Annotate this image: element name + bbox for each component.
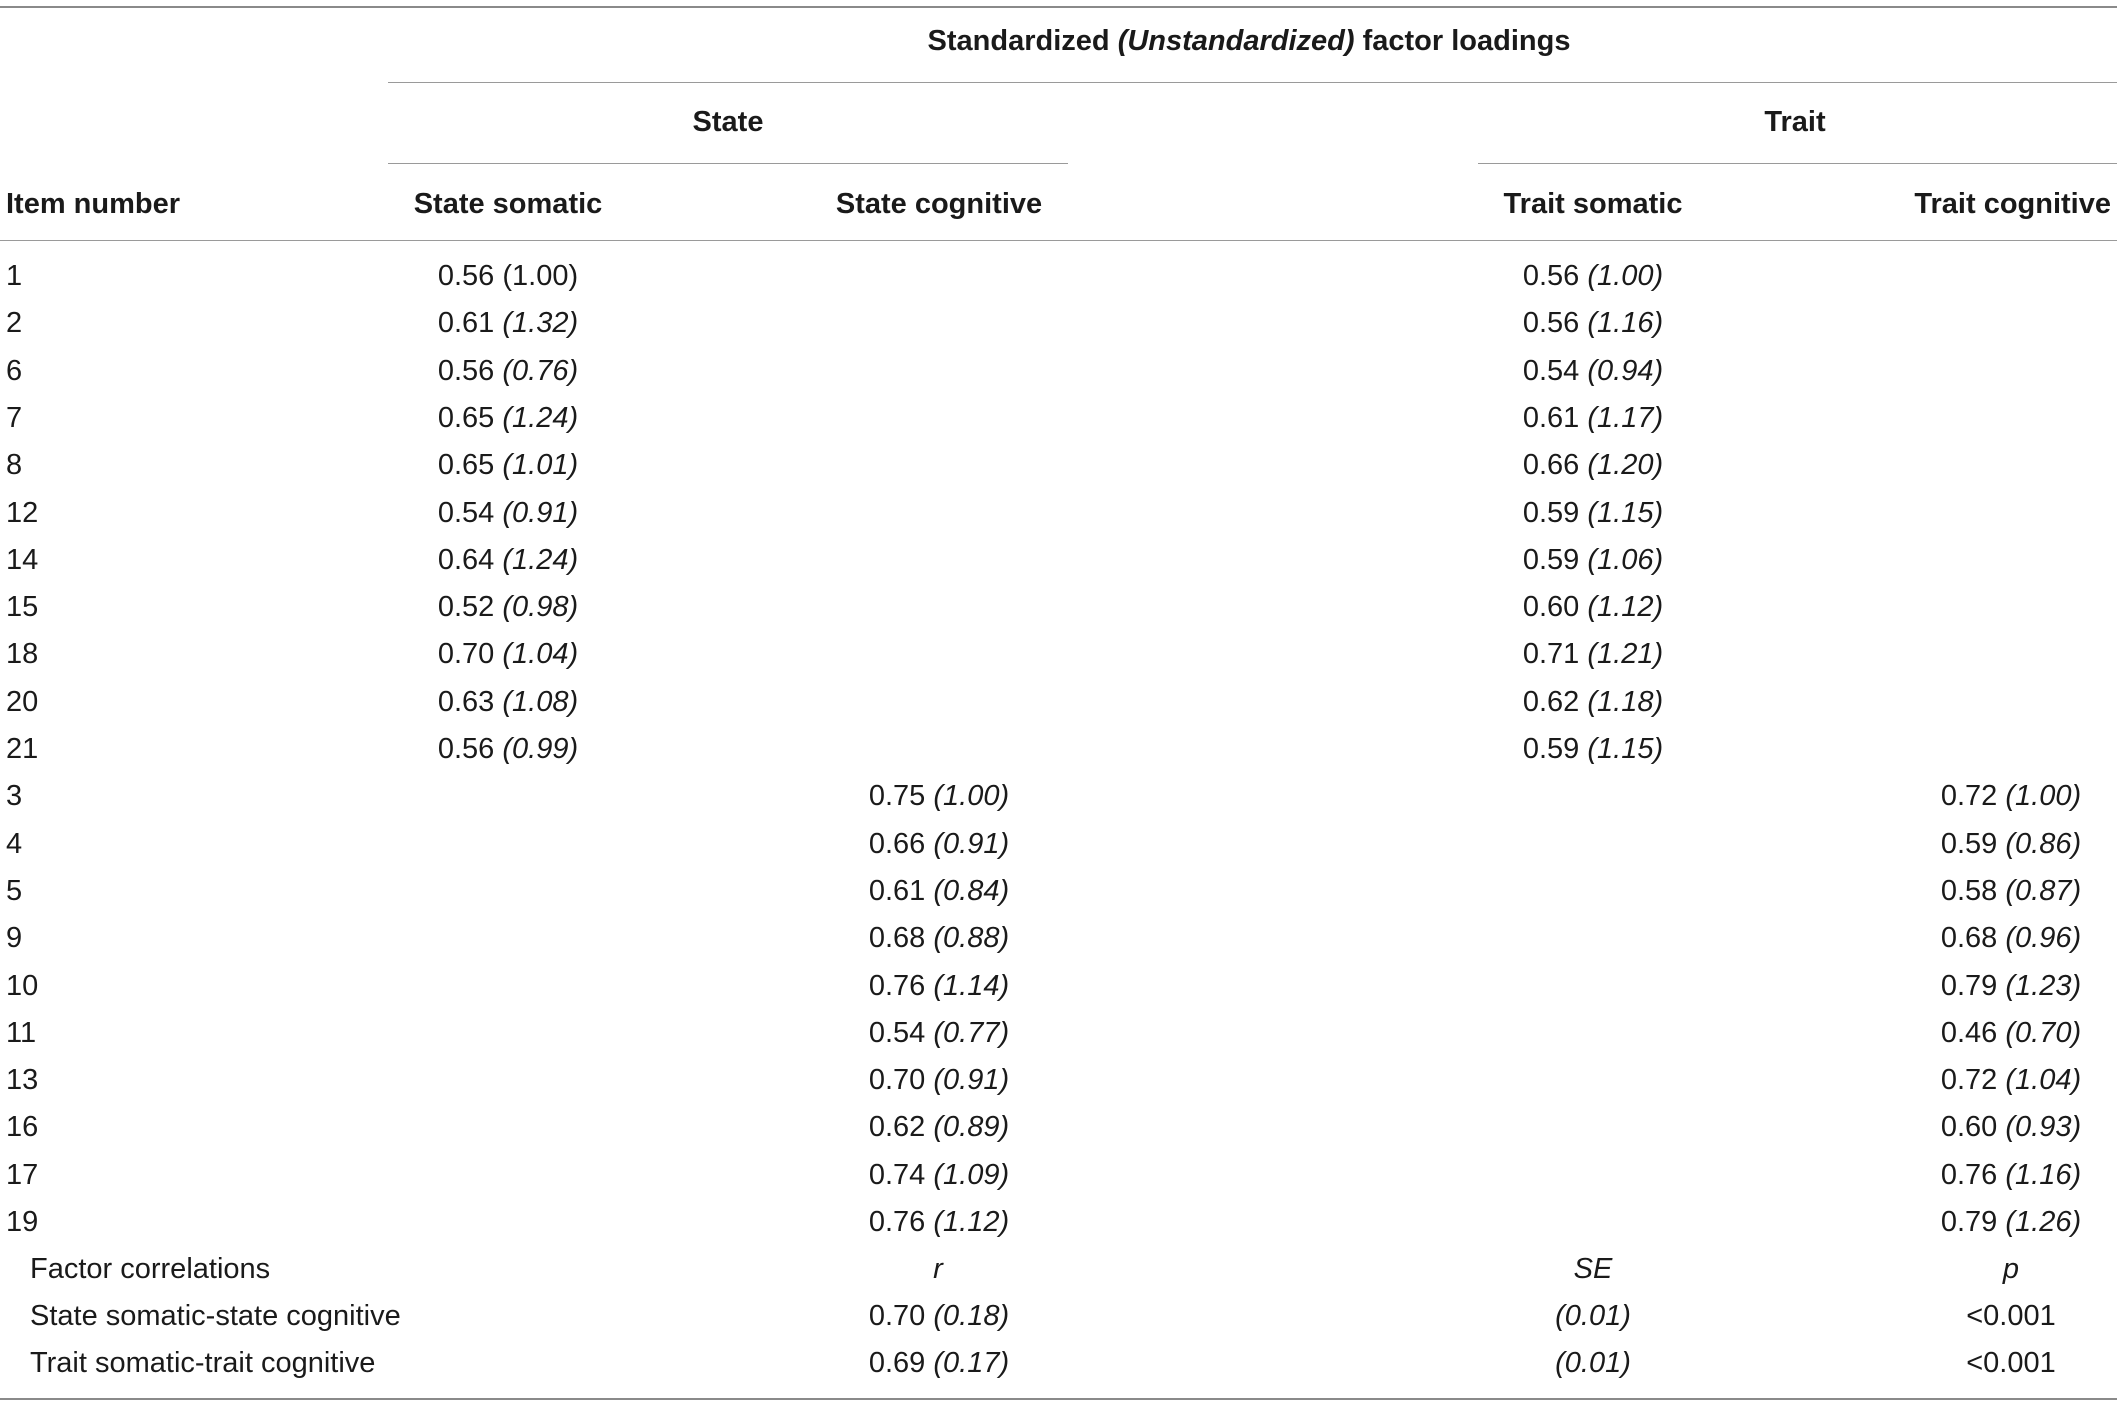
item-number-cell: [6, 496, 38, 530]
trait-somatic-cell: [1523, 732, 1663, 766]
trait-somatic-std: 0.60: [1522, 591, 1580, 623]
super-title-bold-2: factor loadings: [1362, 25, 1571, 57]
trait-cognitive-std: 0.46: [1940, 1017, 1998, 1049]
item-number: 19: [6, 1206, 39, 1238]
state-cognitive-cell: [869, 1063, 1009, 1097]
state-somatic-std: 0.54: [437, 497, 495, 529]
item-number: 16: [6, 1111, 39, 1143]
trait-somatic-std: 0.61: [1522, 402, 1580, 434]
state-cognitive-cell: [869, 969, 1009, 1003]
item-number: 5: [6, 875, 23, 907]
item-number-cell: [6, 448, 22, 482]
state-somatic-cell: [438, 448, 578, 482]
item-number-cell: [6, 1110, 38, 1144]
col-header-trait-somatic: Trait somatic: [1503, 188, 1683, 220]
trait-cognitive-unstd: (0.96): [2005, 922, 2082, 954]
trait-cognitive-cell: [1941, 1205, 2081, 1239]
trait-cognitive-unstd: (1.04): [2005, 1064, 2082, 1096]
trait-somatic-cell: [1523, 306, 1663, 340]
trait-cognitive-std: 0.79: [1940, 1206, 1998, 1238]
trait-cognitive-std: 0.68: [1940, 922, 1998, 954]
state-somatic-cell: [438, 543, 578, 577]
item-number: 7: [6, 402, 23, 434]
correlation-label-cell: [30, 1299, 401, 1333]
trait-cognitive-unstd: (1.16): [2005, 1159, 2082, 1191]
item-number: 15: [6, 591, 39, 623]
trait-cognitive-std: 0.72: [1940, 780, 1998, 812]
state-cognitive-cell: [869, 827, 1009, 861]
trait-cognitive-unstd: (0.70): [2005, 1017, 2082, 1049]
trait-cognitive-std: 0.58: [1940, 875, 1998, 907]
correlation-p: <0.001: [1966, 1347, 2056, 1379]
item-number: 11: [6, 1017, 37, 1049]
state-somatic-unstd: (0.91): [502, 497, 579, 529]
top-rule: [0, 6, 2117, 8]
super-title-bold-1: Standardized: [927, 25, 1110, 57]
item-number-cell: [6, 306, 22, 340]
trait-somatic-std: 0.56: [1522, 260, 1580, 292]
item-number-cell: [6, 685, 38, 719]
col-header-item-number: Item number: [6, 188, 181, 220]
trait-somatic-unstd: (1.20): [1587, 449, 1664, 481]
trait-cognitive-std: 0.72: [1940, 1064, 1998, 1096]
trait-cognitive-cell: [1941, 1110, 2081, 1144]
trait-somatic-std: 0.62: [1522, 686, 1580, 718]
trait-somatic-unstd: (1.17): [1587, 402, 1664, 434]
trait-cognitive-cell: [1941, 1016, 2081, 1050]
state-group-rule: [388, 163, 1068, 164]
item-number: 2: [6, 307, 23, 339]
state-somatic-cell: [438, 496, 578, 530]
state-cognitive-cell: [869, 921, 1009, 955]
trait-somatic-cell: [1523, 259, 1663, 293]
item-number-cell: [6, 1205, 38, 1239]
item-number: 4: [6, 828, 23, 860]
item-number-cell: [6, 827, 22, 861]
bottom-rule: [0, 1398, 2117, 1400]
state-cognitive-cell: [869, 779, 1009, 813]
trait-cognitive-unstd: (1.23): [2005, 970, 2082, 1002]
state-somatic-std: 0.70: [437, 638, 495, 670]
state-somatic-cell: [438, 259, 578, 293]
state-cognitive-cell: [869, 1110, 1009, 1144]
trait-somatic-std: 0.71: [1522, 638, 1580, 670]
state-cognitive-std: 0.76: [868, 970, 926, 1002]
state-cognitive-cell: [869, 1205, 1009, 1239]
state-cognitive-std: 0.62: [868, 1111, 926, 1143]
correlation-p-cell: [1966, 1299, 2056, 1333]
item-number: 10: [6, 970, 39, 1002]
state-cognitive-unstd: (1.12): [933, 1206, 1010, 1238]
state-cognitive-unstd: (0.88): [933, 922, 1010, 954]
item-number: 9: [6, 922, 23, 954]
item-number-cell: [6, 637, 38, 671]
state-somatic-unstd: (1.24): [502, 402, 579, 434]
trait-somatic-std: 0.59: [1522, 733, 1580, 765]
trait-cognitive-unstd: (1.26): [2005, 1206, 2082, 1238]
trait-cognitive-cell: [1941, 1158, 2081, 1192]
trait-group-rule: [1478, 163, 2117, 164]
item-number: 3: [6, 780, 23, 812]
state-cognitive-unstd: (1.09): [933, 1159, 1010, 1191]
item-number-cell: [6, 969, 38, 1003]
super-title: [928, 24, 1571, 58]
state-cognitive-unstd: (0.89): [933, 1111, 1010, 1143]
state-somatic-unstd: (0.98): [502, 591, 579, 623]
corr-col-r: r: [933, 1253, 943, 1285]
item-number: 18: [6, 638, 39, 670]
state-somatic-cell: [438, 306, 578, 340]
state-somatic-std: 0.65: [437, 402, 495, 434]
item-number-cell: [6, 401, 22, 435]
item-number: 21: [6, 733, 39, 765]
trait-cognitive-std: 0.59: [1940, 828, 1998, 860]
state-somatic-unstd: (0.99): [502, 733, 579, 765]
state-somatic-std: 0.64: [437, 544, 495, 576]
item-number-cell: [6, 1158, 38, 1192]
trait-somatic-unstd: (1.16): [1587, 307, 1664, 339]
state-cognitive-std: 0.54: [868, 1017, 926, 1049]
state-somatic-std: 0.61: [437, 307, 495, 339]
correlation-p: <0.001: [1966, 1300, 2056, 1332]
state-cognitive-std: 0.61: [868, 875, 926, 907]
item-number-cell: [6, 590, 38, 624]
trait-cognitive-unstd: (1.00): [2005, 780, 2082, 812]
correlation-r-unstd: (0.17): [933, 1347, 1010, 1379]
state-somatic-cell: [438, 401, 578, 435]
correlation-r-std: 0.69: [868, 1347, 926, 1379]
trait-somatic-cell: [1523, 496, 1663, 530]
trait-somatic-std: 0.59: [1522, 497, 1580, 529]
header-bottom-rule: [0, 240, 2117, 241]
super-title-italic: (Unstandardized): [1117, 25, 1355, 57]
trait-cognitive-unstd: (0.87): [2005, 875, 2082, 907]
trait-somatic-std: 0.56: [1522, 307, 1580, 339]
state-somatic-std: 0.56: [437, 355, 495, 387]
item-number-cell: [6, 921, 22, 955]
item-number: 6: [6, 355, 23, 387]
state-cognitive-std: 0.68: [868, 922, 926, 954]
trait-somatic-cell: [1523, 354, 1663, 388]
state-somatic-std: 0.56: [437, 260, 495, 292]
trait-somatic-unstd: (1.00): [1587, 260, 1664, 292]
state-somatic-cell: [438, 354, 578, 388]
trait-somatic-unstd: (1.06): [1587, 544, 1664, 576]
trait-cognitive-std: 0.76: [1940, 1159, 1998, 1191]
state-cognitive-unstd: (1.14): [933, 970, 1010, 1002]
trait-somatic-unstd: (1.18): [1587, 686, 1664, 718]
trait-cognitive-cell: [1941, 827, 2081, 861]
trait-somatic-std: 0.54: [1522, 355, 1580, 387]
trait-somatic-cell: [1523, 590, 1663, 624]
trait-cognitive-cell: [1941, 874, 2081, 908]
correlation-r-cell: [869, 1346, 1009, 1380]
trait-cognitive-std: 0.60: [1940, 1111, 1998, 1143]
trait-cognitive-unstd: (0.93): [2005, 1111, 2082, 1143]
state-cognitive-cell: [869, 1158, 1009, 1192]
trait-somatic-cell: [1523, 543, 1663, 577]
trait-somatic-unstd: (1.21): [1587, 638, 1664, 670]
state-somatic-cell: [438, 685, 578, 719]
state-cognitive-cell: [869, 1016, 1009, 1050]
trait-somatic-std: 0.66: [1522, 449, 1580, 481]
trait-cognitive-cell: [1941, 1063, 2081, 1097]
state-cognitive-unstd: (0.91): [933, 1064, 1010, 1096]
group-header-trait: Trait: [1764, 106, 1826, 138]
corr-col-p: p: [2002, 1253, 2020, 1285]
item-number-cell: [6, 354, 22, 388]
state-cognitive-unstd: (0.84): [933, 875, 1010, 907]
trait-cognitive-std: 0.79: [1940, 970, 1998, 1002]
correlation-r-std: 0.70: [868, 1300, 926, 1332]
trait-cognitive-unstd: (0.86): [2005, 828, 2082, 860]
state-cognitive-std: 0.76: [868, 1206, 926, 1238]
correlation-se-cell: [1555, 1299, 1631, 1333]
state-somatic-std: 0.56: [437, 733, 495, 765]
state-somatic-unstd: (1.08): [502, 686, 579, 718]
state-cognitive-cell: [869, 874, 1009, 908]
state-somatic-unstd: (1.04): [502, 638, 579, 670]
col-header-trait-cognitive: Trait cognitive: [1914, 188, 2111, 220]
factor-correlations-label: Factor correlations: [30, 1253, 271, 1285]
correlation-label-cell: [30, 1346, 375, 1380]
state-somatic-unstd: (0.76): [502, 355, 579, 387]
trait-somatic-unstd: (1.15): [1587, 733, 1664, 765]
trait-somatic-cell: [1523, 637, 1663, 671]
item-number: 14: [6, 544, 39, 576]
correlation-r-cell: [869, 1299, 1009, 1333]
trait-cognitive-cell: [1941, 921, 2081, 955]
state-somatic-unstd: (1.24): [502, 544, 579, 576]
item-number-cell: [6, 1016, 36, 1050]
trait-somatic-unstd: (0.94): [1587, 355, 1664, 387]
state-somatic-cell: [438, 732, 578, 766]
col-header-state-cognitive: State cognitive: [835, 188, 1043, 220]
state-somatic-unstd: (1.32): [502, 307, 579, 339]
trait-somatic-cell: [1523, 685, 1663, 719]
state-somatic-std: 0.52: [437, 591, 495, 623]
item-number: 13: [6, 1064, 39, 1096]
correlation-label: Trait somatic-trait cognitive: [30, 1347, 376, 1379]
item-number-cell: [6, 1063, 38, 1097]
state-cognitive-std: 0.66: [868, 828, 926, 860]
trait-cognitive-cell: [1941, 969, 2081, 1003]
state-somatic-cell: [438, 637, 578, 671]
state-somatic-std: 0.63: [437, 686, 495, 718]
item-number: 20: [6, 686, 39, 718]
item-number-cell: [6, 259, 22, 293]
group-header-state: State: [692, 106, 764, 138]
trait-somatic-unstd: (1.12): [1587, 591, 1664, 623]
item-number: 12: [6, 497, 39, 529]
trait-somatic-cell: [1523, 448, 1663, 482]
state-cognitive-std: 0.75: [868, 780, 926, 812]
item-number-cell: [6, 732, 38, 766]
correlation-r-unstd: (0.18): [933, 1300, 1010, 1332]
correlation-se: (0.01): [1555, 1300, 1631, 1332]
item-number-cell: [6, 779, 22, 813]
state-cognitive-std: 0.74: [868, 1159, 926, 1191]
correlation-label: State somatic-state cognitive: [30, 1300, 401, 1332]
state-cognitive-unstd: (0.77): [933, 1017, 1010, 1049]
trait-somatic-cell: [1523, 401, 1663, 435]
state-cognitive-std: 0.70: [868, 1064, 926, 1096]
item-number-cell: [6, 543, 38, 577]
trait-somatic-unstd: (1.15): [1587, 497, 1664, 529]
col-header-state-somatic: State somatic: [413, 188, 603, 220]
item-number: 17: [6, 1159, 39, 1191]
item-number: 8: [6, 449, 23, 481]
state-somatic-cell: [438, 590, 578, 624]
super-title-rule: [388, 82, 2117, 83]
item-number: 1: [6, 260, 23, 292]
correlation-se-cell: [1555, 1346, 1631, 1380]
state-somatic-unstd: (1.01): [502, 449, 579, 481]
item-number-cell: [6, 874, 22, 908]
correlation-p-cell: [1966, 1346, 2056, 1380]
trait-somatic-std: 0.59: [1522, 544, 1580, 576]
state-cognitive-unstd: (1.00): [933, 780, 1010, 812]
trait-cognitive-cell: [1941, 779, 2081, 813]
corr-col-se: SE: [1573, 1253, 1613, 1285]
state-somatic-std: 0.65: [437, 449, 495, 481]
state-cognitive-unstd: (0.91): [933, 828, 1010, 860]
state-somatic-unstd: (1.00): [502, 260, 579, 292]
correlation-se: (0.01): [1555, 1347, 1631, 1379]
